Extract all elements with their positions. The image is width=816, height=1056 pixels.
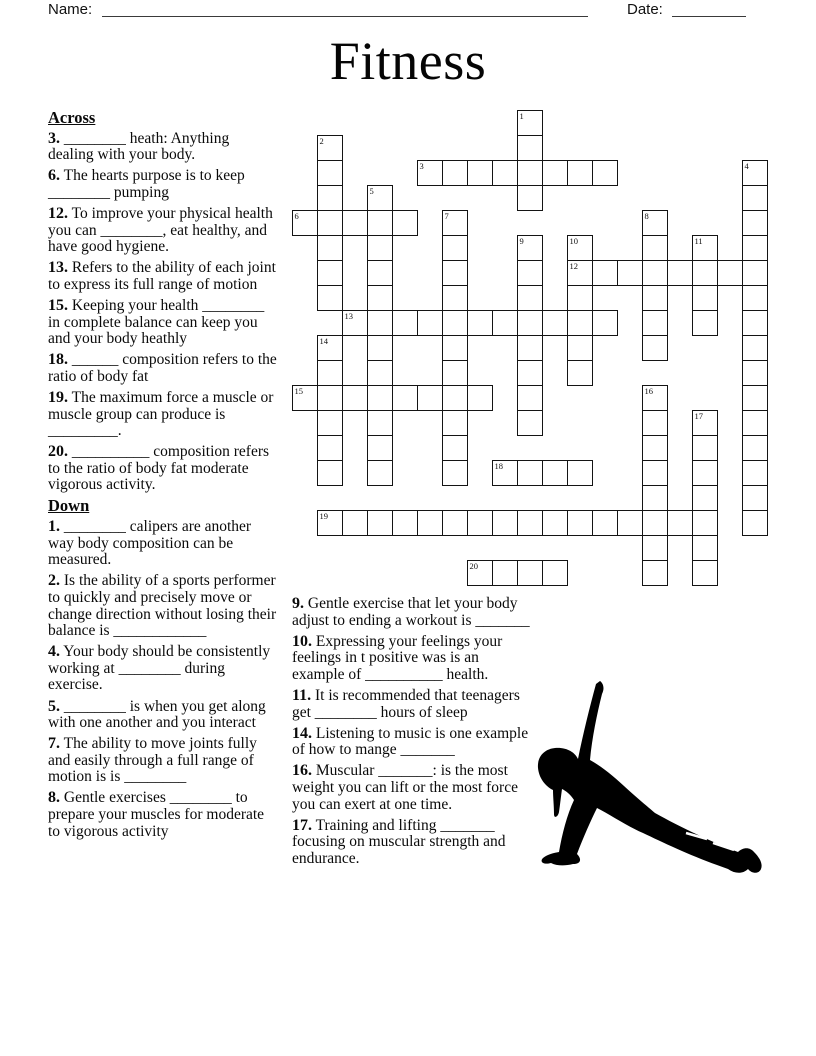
person-side-plank-silhouette (521, 661, 777, 877)
clue-3: 3. ________ heath: Anything dealing with your body. (48, 129, 230, 164)
grid-cell (517, 410, 543, 436)
grid-cell (667, 510, 693, 536)
clue-17: 17. Training and lifting _______ focusing on muscular strength and endurance. (292, 816, 506, 867)
grid-cell (342, 310, 368, 336)
grid-cell-number: 18 (494, 460, 503, 471)
grid-cell (492, 310, 518, 336)
grid-cell (742, 285, 768, 311)
clue-number: 17. (292, 816, 312, 834)
grid-cell (367, 435, 393, 461)
grid-cell (367, 210, 393, 236)
grid-cell (542, 510, 568, 536)
clue-2: 2. Is the ability of a sports performer to quickly and precisely move or change direction without losing their balance is ____________ (48, 572, 277, 640)
grid-cell (592, 310, 618, 336)
clue-number: 2. (48, 572, 60, 590)
grid-cell-number: 12 (569, 260, 578, 271)
grid-cell (442, 310, 468, 336)
clue-6: 6. The hearts purpose is to keep ________ pumping (48, 167, 245, 201)
silhouette-body (538, 681, 762, 873)
grid-cell (592, 260, 618, 286)
grid-cell (692, 260, 718, 286)
name-label: Name: (48, 1, 93, 18)
grid-cell (517, 110, 543, 136)
clues-column-middle (292, 596, 532, 872)
grid-cell (592, 160, 618, 186)
grid-cell (742, 260, 768, 286)
clue-10: 10. Expressing your feelings your feelings in t positive was is an example of __________ health. (292, 632, 503, 683)
clue-13: 13. Refers to the ability of each joint to express its full range of motion (48, 259, 276, 293)
grid-cell (467, 310, 493, 336)
clue-number: 12. (48, 204, 68, 222)
grid-cell (417, 385, 443, 411)
grid-cell (567, 160, 593, 186)
grid-cell (492, 460, 518, 486)
grid-cell (317, 235, 343, 261)
grid-cell (567, 235, 593, 261)
grid-cell (567, 510, 593, 536)
grid-cell (317, 410, 343, 436)
grid-cell (317, 160, 343, 186)
grid-cell (442, 335, 468, 361)
grid-cell (392, 310, 418, 336)
grid-cell (467, 160, 493, 186)
grid-cell (517, 360, 543, 386)
grid-cell (442, 260, 468, 286)
grid-cell (367, 310, 393, 336)
clue-number: 1. (48, 518, 60, 536)
grid-cell (642, 460, 668, 486)
grid-cell (742, 335, 768, 361)
clue-4: 4. Your body should be consistently working at ________ during exercise. (48, 643, 271, 694)
grid-cell (517, 310, 543, 336)
grid-cell (317, 360, 343, 386)
grid-cell (642, 535, 668, 561)
clue-18: 18. ______ composition refers to the ratio of body fat (48, 351, 277, 385)
grid-cell (542, 310, 568, 336)
clue-number: 6. (48, 167, 60, 185)
clue-number: 15. (48, 296, 68, 314)
grid-cell (542, 160, 568, 186)
clue-5: 5. ________ is when you get along with one another and you interact (48, 697, 266, 732)
clue-19: 19. The maximum force a muscle or muscle group can produce is _________. (48, 388, 274, 440)
grid-cell (442, 160, 468, 186)
grid-cell-number: 2 (319, 135, 324, 146)
grid-cell (442, 410, 468, 436)
crossword-grid (292, 110, 769, 587)
clue-7: 7. The ability to move joints fully and easily through a full range of motion is is ________ (48, 735, 257, 786)
down-header: Down (48, 496, 90, 516)
grid-cell (367, 285, 393, 311)
grid-cell (342, 510, 368, 536)
grid-cell (367, 510, 393, 536)
grid-cell (317, 460, 343, 486)
grid-cell (742, 385, 768, 411)
grid-cell (392, 510, 418, 536)
grid-cell (742, 235, 768, 261)
grid-cell (742, 360, 768, 386)
grid-cell (442, 235, 468, 261)
grid-cell (517, 385, 543, 411)
grid-cell (642, 210, 668, 236)
grid-cell (692, 460, 718, 486)
grid-cell (442, 435, 468, 461)
grid-cell (517, 260, 543, 286)
clue-number: 11. (292, 686, 312, 704)
grid-cell (517, 285, 543, 311)
grid-cell (367, 235, 393, 261)
grid-cell-number: 13 (344, 310, 353, 321)
grid-cell (742, 510, 768, 536)
grid-cell (317, 260, 343, 286)
grid-cell (567, 460, 593, 486)
grid-cell (692, 485, 718, 511)
grid-cell-number: 9 (519, 235, 524, 246)
grid-cell (317, 135, 343, 161)
grid-cell-number: 6 (294, 210, 299, 221)
grid-cell (567, 310, 593, 336)
across-header: Across (48, 108, 96, 127)
clue-number: 18. (48, 351, 68, 369)
grid-cell (742, 210, 768, 236)
grid-cell (317, 435, 343, 461)
grid-cell (692, 510, 718, 536)
grid-cell (517, 560, 543, 586)
grid-cell (292, 385, 318, 411)
clue-20: 20. __________ composition refers to the ratio of body fat moderate vigorous activity. (48, 443, 270, 494)
grid-cell (692, 435, 718, 461)
grid-cell-number: 3 (419, 160, 424, 171)
grid-cell (742, 185, 768, 211)
grid-cell (442, 210, 468, 236)
down-clues-left (48, 519, 278, 840)
grid-cell (742, 460, 768, 486)
grid-cell (467, 385, 493, 411)
down-clues-right (292, 596, 532, 867)
grid-cell (517, 335, 543, 361)
clue-9: 9. Gentle exercise that let your body adjust to ending a workout is _______ (292, 595, 530, 629)
clue-number: 4. (48, 643, 60, 661)
grid-cell (642, 385, 668, 411)
grid-cell (317, 185, 343, 211)
grid-cell (642, 235, 668, 261)
grid-cell (317, 210, 343, 236)
grid-cell (442, 285, 468, 311)
clue-14: 14. Listening to music is one example of how to mange _______ (292, 724, 529, 759)
grid-cell-number: 5 (369, 185, 374, 196)
grid-cell-number: 11 (694, 235, 703, 246)
grid-cell-number: 14 (319, 335, 328, 346)
grid-cell (742, 310, 768, 336)
grid-cell (517, 135, 543, 161)
grid-cell (492, 510, 518, 536)
clue-number: 3. (48, 129, 60, 147)
grid-cell-number: 4 (744, 160, 749, 171)
grid-cell (467, 560, 493, 586)
clue-number: 20. (48, 443, 68, 461)
grid-cell (292, 210, 318, 236)
grid-cell (742, 410, 768, 436)
grid-cell (367, 460, 393, 486)
grid-cell (667, 260, 693, 286)
grid-cell (417, 510, 443, 536)
grid-cell (717, 260, 743, 286)
grid-cell (692, 560, 718, 586)
grid-cell (642, 260, 668, 286)
grid-cell (642, 485, 668, 511)
grid-cell (592, 510, 618, 536)
grid-cell (742, 485, 768, 511)
grid-cell (642, 310, 668, 336)
grid-cell (367, 360, 393, 386)
clue-number: 10. (292, 632, 312, 650)
grid-cell (617, 260, 643, 286)
grid-cell (317, 335, 343, 361)
grid-cell (517, 460, 543, 486)
clue-11: 11. It is recommended that teenagers get ________ hours of sleep (292, 686, 520, 721)
grid-cell (542, 560, 568, 586)
clues-column-left (48, 110, 278, 845)
grid-cell-number: 7 (444, 210, 449, 221)
clue-number: 13. (48, 259, 68, 277)
grid-cell (692, 235, 718, 261)
grid-cell (467, 510, 493, 536)
grid-cell (492, 160, 518, 186)
grid-cell (692, 410, 718, 436)
grid-cell (567, 260, 593, 286)
grid-cell (742, 435, 768, 461)
grid-cell (442, 510, 468, 536)
clue-15: 15. Keeping your health ________ in complete balance can keep you and your body heathly (48, 296, 265, 348)
clue-8: 8. Gentle exercises ________ to prepare your muscles for moderate to vigorous activity (48, 789, 265, 840)
grid-cell-number: 19 (319, 510, 328, 521)
grid-cell (642, 410, 668, 436)
across-clues (48, 131, 278, 494)
grid-cell (317, 285, 343, 311)
clue-16: 16. Muscular _______: is the most weight you can lift or the most force you can exert at one time. (292, 762, 518, 813)
grid-cell (392, 385, 418, 411)
grid-cell (342, 385, 368, 411)
grid-cell (517, 235, 543, 261)
grid-cell (517, 510, 543, 536)
clue-number: 8. (48, 789, 60, 807)
grid-cell (617, 510, 643, 536)
grid-cell (567, 360, 593, 386)
grid-cell (492, 560, 518, 586)
grid-cell (392, 210, 418, 236)
grid-cell (417, 310, 443, 336)
clue-number: 7. (48, 735, 60, 753)
grid-cell (367, 335, 393, 361)
clue-number: 19. (48, 388, 68, 406)
date-write-line (672, 0, 746, 17)
clue-12: 12. To improve your physical health you can ________, eat healthy, and have good hygiene. (48, 204, 273, 256)
page-title: Fitness (329, 31, 487, 91)
grid-cell (517, 160, 543, 186)
grid-cell-number: 16 (644, 385, 653, 396)
grid-cell (642, 510, 668, 536)
name-write-line (102, 0, 588, 17)
grid-cell (367, 185, 393, 211)
grid-cell (442, 360, 468, 386)
grid-cell (542, 460, 568, 486)
date-label: Date: (627, 1, 663, 18)
grid-cell (367, 410, 393, 436)
grid-cell (742, 160, 768, 186)
clue-number: 9. (292, 595, 304, 612)
grid-cell (442, 385, 468, 411)
grid-cell (642, 335, 668, 361)
grid-cell (567, 285, 593, 311)
clue-number: 5. (48, 697, 60, 715)
grid-cell (517, 185, 543, 211)
grid-cell (642, 285, 668, 311)
grid-cell (567, 335, 593, 361)
grid-cell (317, 385, 343, 411)
grid-cell-number: 17 (694, 410, 703, 421)
clue-number: 14. (292, 724, 312, 742)
grid-cell (367, 385, 393, 411)
grid-cell-number: 8 (644, 210, 649, 221)
grid-cell (342, 210, 368, 236)
grid-cell-number: 15 (294, 385, 303, 396)
grid-cell (442, 460, 468, 486)
grid-cell-number: 20 (469, 560, 478, 571)
grid-cell (367, 260, 393, 286)
grid-cell-number: 1 (519, 110, 524, 121)
grid-cell (692, 285, 718, 311)
grid-cell (417, 160, 443, 186)
clue-number: 16. (292, 762, 312, 780)
grid-cell (317, 510, 343, 536)
grid-cell-number: 10 (569, 235, 578, 246)
grid-cell (692, 310, 718, 336)
clue-1: 1. ________ calipers are another way body composition can be measured. (48, 518, 252, 569)
grid-cell (642, 435, 668, 461)
grid-cell (692, 535, 718, 561)
grid-cell (642, 560, 668, 586)
